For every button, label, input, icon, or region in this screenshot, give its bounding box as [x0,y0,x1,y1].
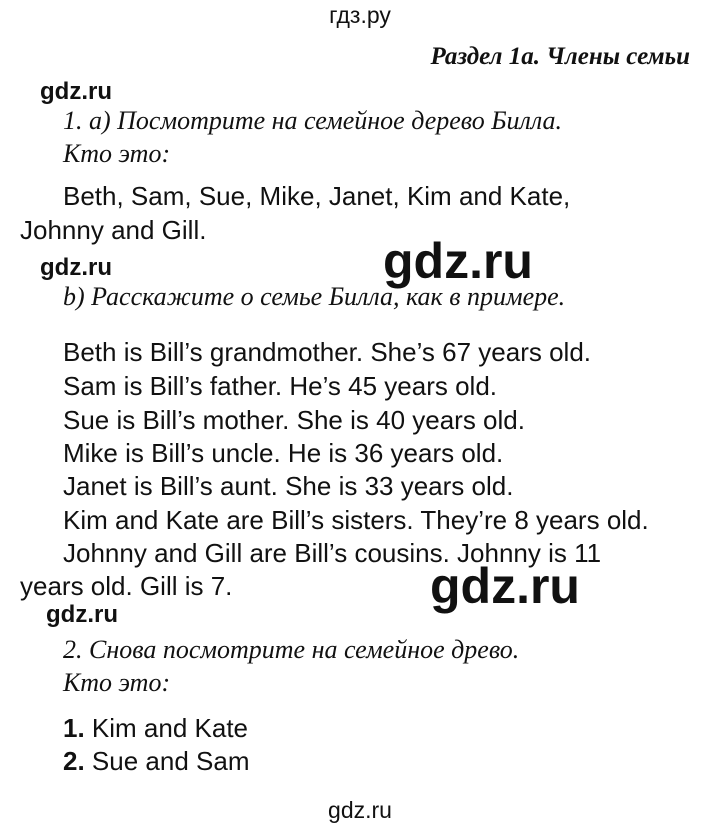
family-line: years old. Gill is 7. [20,571,233,601]
family-line: Beth is Bill’s grandmother. She’s 67 years old. [63,337,591,367]
watermark: gdz.ru [40,78,112,105]
task-1b-instruction: b) Расскажите о семье Билла, как в примере. [63,282,566,311]
task-2-question: Кто это: [63,668,171,697]
site-header: гдз.ру [329,2,391,28]
task-1a-instruction: 1. a) Посмотрите на семейное дерево Билла. [63,106,563,135]
watermark-large: gdz.ru [383,233,533,289]
answer-number: 1. [63,713,85,743]
section-title: Раздел 1a. Члены семьи [430,43,690,70]
watermark: gdz.ru [40,254,112,281]
names-line-1: Beth, Sam, Sue, Mike, Janet, Kim and Kate, [63,181,571,211]
task-2-instruction: 2. Снова посмотрите на семейное древо. [63,635,520,664]
family-line: Kim and Kate are Bill’s sisters. They’re 8 years old. [63,505,649,535]
family-line: Janet is Bill’s aunt. She is 33 years old. [63,471,514,501]
family-line: Mike is Bill’s uncle. He is 36 years old. [63,438,504,468]
family-line: Johnny and Gill are Bill’s cousins. Johnny is 11 [63,538,602,568]
answer-item [63,746,249,777]
site-footer: gdz.ru [328,797,392,823]
answer-text: Sue and Sam [91,746,250,776]
watermark-large: gdz.ru [430,558,580,614]
answer-number: 2. [63,746,85,776]
family-line: Sue is Bill’s mother. She is 40 years old. [63,405,525,435]
family-line: Sam is Bill’s father. He’s 45 years old. [63,371,498,401]
watermark: gdz.ru [46,601,118,628]
answer-text: Kim and Kate [91,713,249,743]
task-1a-question: Кто это: [63,139,171,168]
answer-item [63,713,248,744]
names-line-2: Johnny and Gill. [20,215,207,245]
